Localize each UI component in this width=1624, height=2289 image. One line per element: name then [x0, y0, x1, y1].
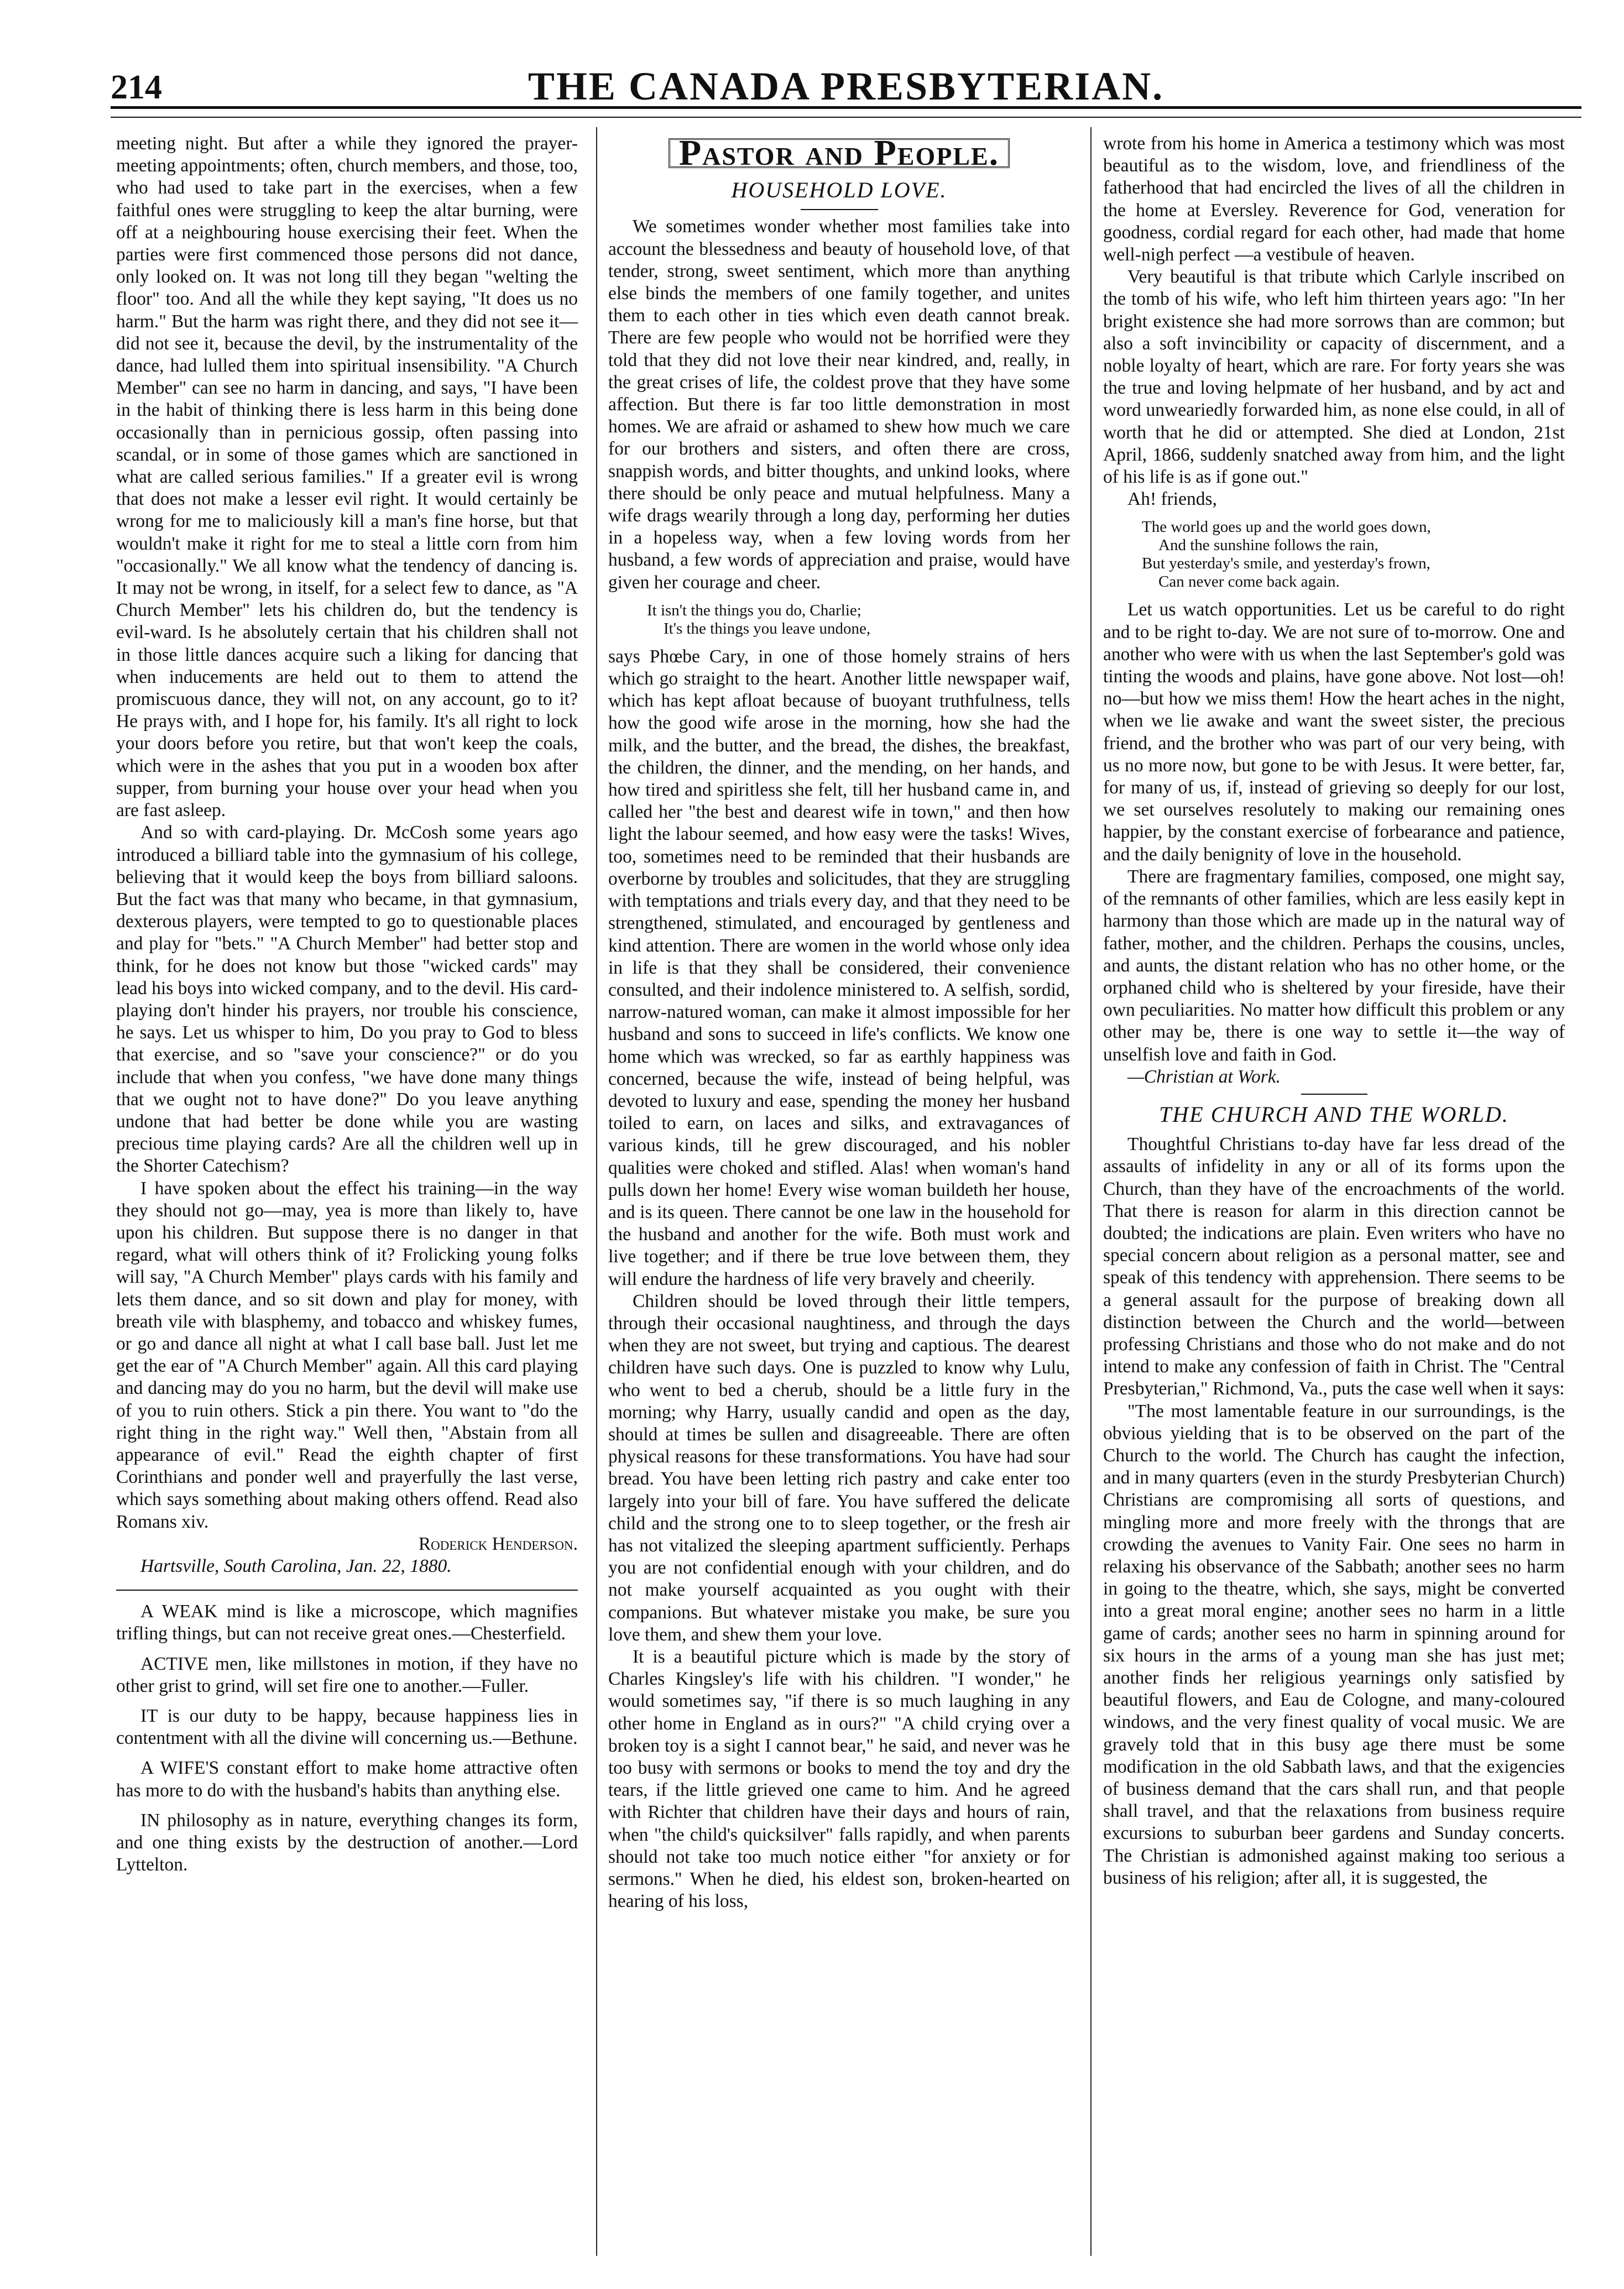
- filler-paragraph: ACTIVE men, like millstones in motion, if they have no other grist to grind, will set fire one to another.—Fuller.: [116, 1653, 578, 1696]
- verse-quote: [1142, 518, 1565, 591]
- filler-paragraph: IT is our duty to be happy, because happiness lies in contentment with all the divine will concerning us.—Bethune.: [116, 1706, 578, 1749]
- department-title: Pastor and People.: [669, 138, 1010, 168]
- body-paragraph: Ah! friends,: [1127, 489, 1217, 510]
- article-source: —Christian at Work.: [1127, 1066, 1281, 1087]
- department-heading: [608, 133, 1070, 173]
- header-rule: [111, 106, 1581, 118]
- body-paragraph: It is a beautiful picture which is made by the story of Charles Kingsley's life with his children. "I wonder," he would sometimes say, "if there is so much laughing in any other home in England as in ours?" "A child crying over a broken toy is a sight I cannot bear," he said, and never was he too busy with sermons or books to mend the toy and dry the tears, if the little grieved one came to him. And he agreed with Richter that children have their days and hours of rain, when "the child's quicksilver" falls rapidly, and when parents should not take too much notice either "for anxiety or for sermons." When he died, his eldest son, broken-hearted on hearing of his loss,: [608, 1647, 1070, 1912]
- masthead-title: THE CANADA PRESBYTERIAN.: [528, 64, 1165, 108]
- body-paragraph: There are fragmentary families, composed, one might say, of the remnants of other families, which are less easily kept in harmony than those which are made up in the natural way of father, mother, and the children. Perhaps the cousins, uncles, and aunts, the distant relation who has no other home, or the orphaned child who is sheltered by your fireside, have their own peculiarities. No matter how difficult this problem or any other may be, there is one way to settle it—the way of unselfish love and faith in God.: [1103, 866, 1565, 1065]
- verse-line: And the sunshine follows the rain,: [1158, 536, 1378, 555]
- filler-paragraph: A WIFE'S constant effort to make home attractive often has more to do with the husband's habits than anything else.: [116, 1758, 578, 1801]
- body-paragraph: And so with card-playing. Dr. McCosh some years ago introduced a billiard table into the gymnasium of his college, believing that it would keep the boys from billiard saloons. But the fact was that many who became, in that gymnasium, dexterous players, were tempted to go to questionable places and play for "bets." "A Church Member" had better stop and think, for he does not know but those "wicked cards" may lead his boys into wicked company, and to the devil. His card-playing don't hinder his prayers, nor trouble his conscience, he says. Let us whisper to him, Do you pray to God to bless that exercise, and so "save your conscience?" or do you include that when you confess, "we have done many things that we ought not to have done?" Do you leave anything undone that had better be done while you are wasting precious time playing cards? Are all the children well up in the Shorter Catechism?: [116, 822, 578, 1177]
- body-paragraph: Thoughtful Christians to-day have far less dread of the assaults of infidelity in any or all of its forms upon the Church, than they have of the encroachments of the world. That there is reason for alarm in this direction cannot be doubted; the indications are plain. Even writers who have no special concern about religion as a personal matter, see and speak of this tendency with apprehension. There seems to be a general assault for the purpose of breaking down all distinction between the Church and the world—between professing Christians and those who do not make and do not intend to make any confession of faith in Christ. The "Central Presbyterian," Richmond, Va., puts the case well when it says:: [1103, 1134, 1565, 1399]
- body-paragraph: wrote from his home in America a testimony which was most beautiful as to the wisdom, love, and friendliness of the fatherhood that had encircled the lives of all the children in the home at Eversley. Reverence for God, veneration for goodness, cordial regard for each other, had made that home well-nigh perfect —a vestibule of heaven.: [1103, 133, 1565, 265]
- verse-line: It isn't the things you do, Charlie;: [647, 601, 861, 619]
- article-title: THE CHURCH AND THE WORLD.: [1159, 1101, 1509, 1127]
- author-signature: Roderick Henderson.: [418, 1533, 578, 1554]
- column-left: [116, 133, 578, 1876]
- column-right: [1103, 133, 1565, 1889]
- filler-paragraph: A WEAK mind is like a microscope, which magnifies trifling things, but can not receive great ones.—Chesterfield.: [116, 1601, 578, 1644]
- column-divider: [596, 127, 597, 2256]
- verse-quote: [647, 602, 1070, 638]
- filler-paragraph: IN philosophy as in nature, everything changes its form, and one thing exists by the destruction of another.—Lord Lyttelton.: [116, 1810, 578, 1875]
- body-paragraph: We sometimes wonder whether most families take into account the blessedness and beauty of household love, of that tender, strong, sweet sentiment, which more than anything else binds the members of one family together, and unites them to each other in ties which even death cannot break. There are few people who would not be horrified were they told that they did not love their near kindred, and, really, in the great crises of life, the coldest prove that they have some affection. But there is far too little demonstration in most homes. We are afraid or ashamed to shew how much we care for our brothers and sisters, and often there are cross, snappish words, and bitter thoughts, and unkind looks, where there should be only peace and mutual helpfulness. Many a wife drags wearily through a long day, performing her duties in a hopeless way, when a few loving words from her husband, a few words of appreciation and praise, would have given her courage and cheer.: [608, 216, 1070, 593]
- body-paragraph: I have spoken about the effect his training—in the way they should not go—may, yea is more than likely to, have upon his children. But suppose there is no danger in that regard, what will others think of it? Frolicking young folks will say, "A Church Member" plays cards with his family and lets them dance, and so sit down and play for money, with breath vile with blasphemy, and tobacco and whiskey fumes, or go and dance all night at what I call base ball. Just let me get the ear of "A Church Member" again. All this card playing and dancing may do you no harm, but the devil will make use of you to ruin others. Stick a pin there. You want to "do the right thing in the right way." Well then, "Abstain from all appearance of evil." Read the eighth chapter of first Corinthians and ponder well and prayerfully the last verse, which says something about making others offend. Read also Romans xiv.: [116, 1178, 578, 1532]
- verse-line: The world goes up and the world goes down,: [1142, 518, 1431, 536]
- column-middle: [608, 133, 1070, 1912]
- dateline: Hartsville, South Carolina, Jan. 22, 1880.: [140, 1556, 452, 1576]
- section-rule: [1301, 1094, 1367, 1095]
- title-rule: [801, 209, 878, 210]
- section-rule: [116, 1590, 578, 1591]
- body-paragraph: Let us watch opportunities. Let us be careful to do right and to be right to-day. We are not sure of to-morrow. One and another who were with us when the last September's gold was tinting the woods and plains, have gone above. Not lost—oh! no—but how we miss them! How the heart aches in the night, when we lie awake and want the sweet sister, the precious friend, and the brother who was part of our very being, with us no more now, but gone to be with Jesus. It were better, far, for many of us, if, instead of grieving so deeply for our lost, we set ourselves resolutely to making our remaining ones happier, by the constant exercise of forbearance and patience, and the daily benignity of love in the household.: [1103, 599, 1565, 865]
- body-paragraph: Very beautiful is that tribute which Carlyle inscribed on the tomb of his wife, who left him thirteen years ago: "In her bright existence she had more sorrows than are common; but also a soft invincibility or capacity of discernment, and a noble loyalty of heart, which are rare. For forty years she was the true and loving helpmate of her husband, and by act and word unweariedly forwarded him, as none else could, in all of worth that he did or attempted. She died at London, 21st April, 1866, suddenly snatched away from him, and the light of his life is as if gone out.": [1103, 266, 1565, 488]
- body-paragraph: meeting night. But after a while they ignored the prayer-meeting appointments; often, church members, and those, too, who had used to take part in the exercises, when a few faithful ones were struggling to keep the altar burning, were off at a neighbouring house exercising their feet. When the parties were first commenced those persons did not dance, only looked on. It was not long till they began "welting the floor" too. And all the while they kept saying, "It does us no harm." But the harm was right there, and they did not see it—did not see it, because the devil, by the instrumentality of the dance, had lulled them into spiritual insensibility. "A Church Member" can see no harm in dancing, and says, "I have been in the habit of thinking there is less harm in this being done occasionally than in pernicious gossip, often passing into scandal, or in some of those games which are sanctioned in what are called serious families." If a greater evil is wrong that does not make a lesser evil right. It would certainly be wrong for me to maliciously kill a man's fine horse, but that wouldn't make it right for me to steal a little corn from him "occasionally." We all know what the tendency of dancing is. It may not be wrong, in itself, for a select few to dance, as "A Church Member" lets his children do, but the tendency is evil-ward. Is he absolutely certain that his children shall not in those little dances acquire such a liking for dancing that when inducements are held out to them to attend the promiscuous dance, they will not, on any account, go to it? He prays with, and I hope for, his family. It's all right to lock your doors before you retire, but that won't keep the coals, which were in the ashes that you put in a wooden box after supper, from burning your house over your head when you are fast asleep.: [116, 133, 578, 821]
- body-paragraph: "The most lamentable feature in our surroundings, is the obvious yielding that is to be observed on the part of the Church to the world. The Church has caught the infection, and in many quarters (even in the sturdy Presbyterian Church) Christians are compromising all sorts of questions, and mingling more and more freely with the throngs that are crowding the avenues to Vanity Fair. One sees no harm in relaxing his observance of the Sabbath; another sees no harm in going to the theatre, which, she says, might be converted into a great moral engine; another sees no harm in a little game of cards; another sees no harm in spinning around for six hours in the arms of a young man she has just met; another finds her religious yearnings only satisfied by beautiful flowers, and Eau de Cologne, and many-coloured windows, and the very finest quality of vocal music. We are gravely told that in this busy age there must be some modification in the old Sabbath laws, and that the exigencies of business demand that the cars shall run, and that people shall travel, and that the relaxations from business require excursions to suburban beer gardens and Sunday concerts. The Christian is admonished against making too serious a business of his religion; after all, it is suggested, the: [1103, 1400, 1565, 1888]
- verse-line: Can never come back again.: [1158, 573, 1340, 591]
- column-divider: [1090, 127, 1092, 2256]
- page-number: 214: [111, 69, 162, 106]
- article-title: HOUSEHOLD LOVE.: [731, 177, 947, 203]
- body-paragraph: says Phœbe Cary, in one of those homely strains of hers which go straight to the heart. Another little newspaper waif, which has kept afloat because of buoyant truthfulness, tells how the good wife arose in the morning, how she had the milk, and the butter, and the bread, the dishes, the breakfast, the children, the dinner, and the mending, on her hands, and how tired and spiritless she felt, till her husband came in, and called her "the best and dearest wife in town," and then how light the labour seemed, and how easy were the tasks! Wives, too, sometimes need to be reminded that their husbands are overborne by troubles and solicitudes, that they are struggling with temptations and trials every day, and that they need to be strengthened, stimulated, and encouraged by gentleness and kind attention. There are women in the world whose only idea in life is that they shall be considered, their convenience consulted, and their indolence ministered to. A selfish, sordid, narrow-natured woman, can make it almost impossible for her husband and sons to succeed in life's conflicts. We know one home which was wrecked, so far as earthly happiness was concerned, because the wife, instead of being helpful, was devoted to luxury and ease, spending the money her husband toiled to earn, on laces and silks, and extravagances of various kinds, till he grew discouraged, and his nobler qualities were choked and stifled. Alas! when woman's hand pulls down her home! Every wise woman buildeth her house, and is its queen. There cannot be one law in the household for the husband and another for the wife. Both must work and live together; and if there be true love between them, they will endure the hardness of life very bravely and cheerily.: [608, 646, 1070, 1289]
- verse-line: But yesterday's smile, and yesterday's frown,: [1142, 555, 1430, 573]
- verse-line: It's the things you leave undone,: [664, 619, 871, 637]
- body-paragraph: Children should be loved through their little tempers, through their occasional naughtiness, and through the days when they are not sweet, but trying and captious. The dearest children have such days. One is puzzled to know why Lulu, who went to bed a cherub, should be a little fury in the morning; why Harry, usually candid and open as the day, should at times be sullen and disagreeable. There are often physical reasons for these transformations. You have had sour bread. You have been letting rich pastry and cake enter too largely into your bill of fare. You have suffered the delicate child and the strong one to to sleep together, or the fresh air has not vitalized the sleeping apartment sufficiently. Perhaps you are not confidential enough with your children, and do not make yourself acquainted as you ought with their companions. But whatever mistake you make, be sure you love them, and shew them your love.: [608, 1290, 1070, 1645]
